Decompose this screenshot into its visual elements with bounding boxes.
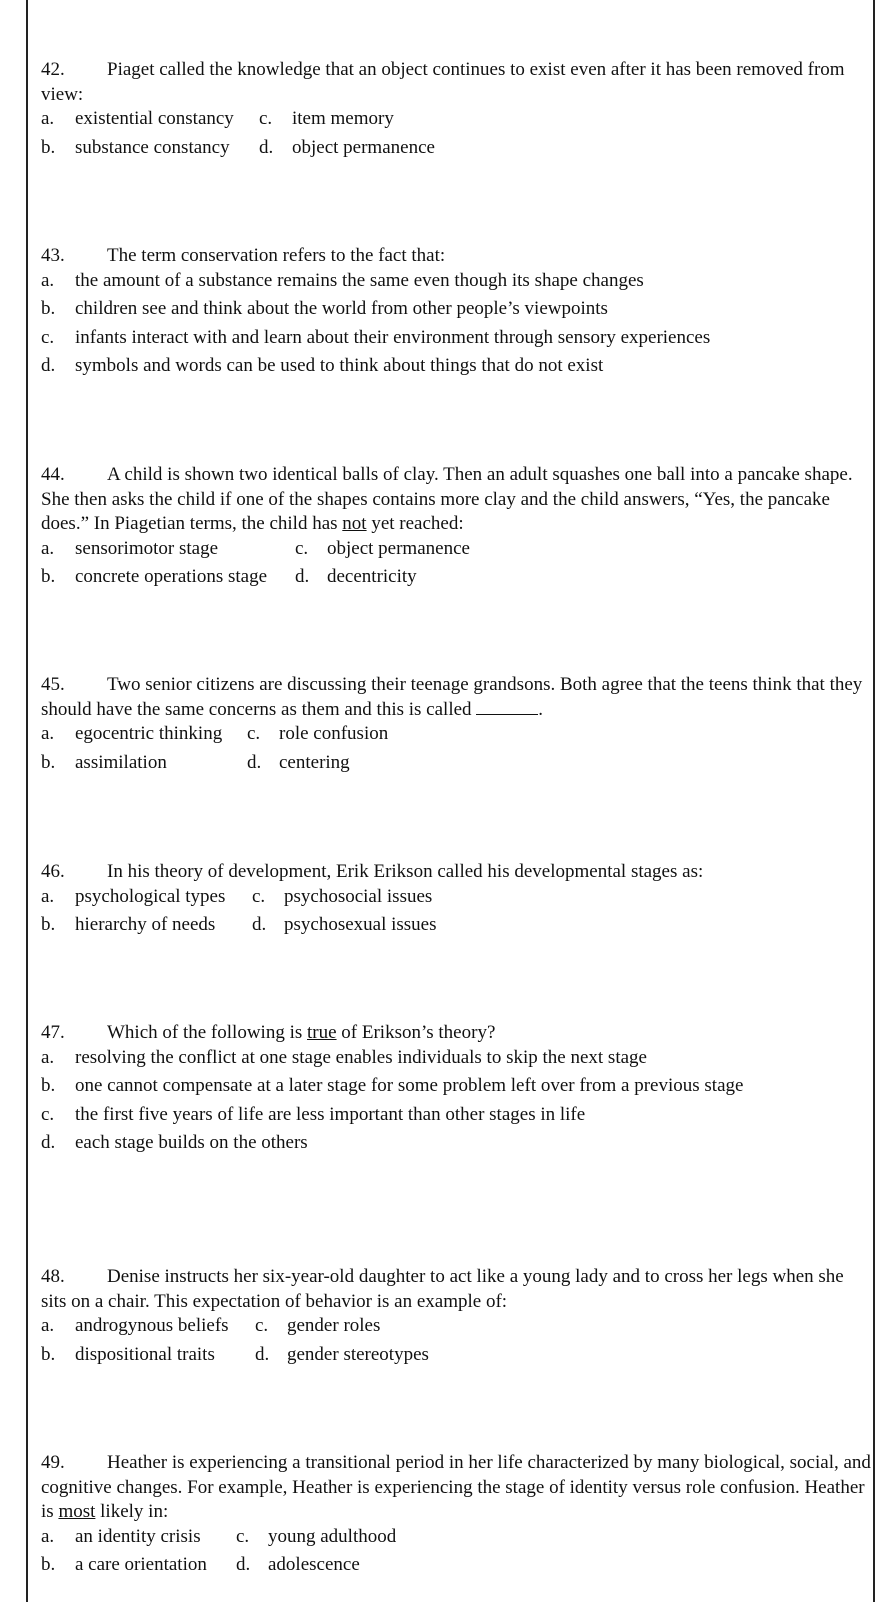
option-row: a. the amount of a substance remains the same even though its shape changes: [41, 269, 644, 291]
option-b: dispositional traits: [75, 1343, 215, 1365]
option-row: a. resolving the conflict at one stage enables individuals to skip the next stage: [41, 1046, 647, 1068]
option-row: b. a care orientation d. adolescence: [41, 1554, 360, 1575]
option-row: a. an identity crisis c. young adulthood: [41, 1525, 397, 1547]
question-stem: 45. Two senior citizens are discussing their teenage grandsons. Both agree that the teens think that they should have the same concerns as them and this is called .: [41, 674, 863, 720]
option-c: young adulthood: [268, 1525, 397, 1547]
option-b: children see and think about the world from other people’s viewpoints: [75, 298, 608, 319]
option-a: sensorimotor stage: [75, 537, 219, 559]
option-row: b. children see and think about the world from other people’s viewpoints: [41, 298, 608, 319]
question-44: [41, 463, 871, 594]
option-c: role confusion: [279, 723, 389, 744]
option-b: one cannot compensate at a later stage for some problem left over from a previous stage: [75, 1075, 744, 1096]
option-row: b. assimilation d. centering: [41, 751, 350, 773]
option-a: androgynous beliefs: [75, 1315, 229, 1336]
answer-blank: [476, 698, 538, 715]
question-number: 46.: [41, 861, 65, 882]
option-row: d. each stage builds on the others: [41, 1132, 308, 1153]
option-c: infants interact with and learn about their environment through sensory experiences: [75, 326, 711, 348]
question-number: 49.: [41, 1452, 65, 1473]
question-43: [41, 244, 871, 383]
question-stem: 46. In his theory of development, Erik Erikson called his developmental stages as:: [41, 860, 871, 885]
option-a: the amount of a substance remains the same even though its shape changes: [75, 269, 644, 291]
option-b: a care orientation: [75, 1554, 207, 1575]
question-number: 47.: [41, 1022, 65, 1043]
question-stem: 43. The term conservation refers to the fact that:: [41, 244, 871, 269]
option-c: psychosocial issues: [284, 885, 433, 907]
option-b: substance constancy: [75, 136, 230, 158]
option-row: b. hierarchy of needs d. psychosexual issues: [41, 914, 437, 935]
option-row: d. symbols and words can be used to think about things that do not exist: [41, 355, 604, 376]
option-row: a. androgynous beliefs c. gender roles: [41, 1315, 381, 1336]
option-row: a. egocentric thinking c. role confusion: [41, 723, 389, 744]
option-row: b. concrete operations stage d. decentricity: [41, 566, 417, 587]
question-42: [41, 58, 871, 164]
option-row: c. infants interact with and learn about their environment through sensory experiences: [41, 326, 711, 348]
option-d: decentricity: [327, 566, 417, 587]
option-c: item memory: [292, 108, 394, 129]
option-row: b. one cannot compensate at a later stage for some problem left over from a previous stage: [41, 1075, 744, 1096]
option-d: centering: [279, 751, 350, 773]
option-d: psychosexual issues: [284, 914, 437, 935]
option-row: a. sensorimotor stage c. object permanence: [41, 537, 470, 559]
question-48: [41, 1265, 871, 1371]
option-row: a. existential constancy c. item memory: [41, 108, 394, 129]
question-number: 44.: [41, 464, 65, 485]
option-b: assimilation: [75, 751, 167, 773]
question-stem: 49. Heather is experiencing a transitional period in her life characterized by many biological, social, and cognitive changes. For example, Heather is experiencing the stage of identity versus role confusion. Heather is most likely in:: [41, 1452, 871, 1522]
question-46: [41, 860, 871, 942]
option-b: concrete operations stage: [75, 566, 268, 587]
option-d: adolescence: [268, 1554, 360, 1575]
question-47: [41, 1021, 871, 1160]
option-a: resolving the conflict at one stage enables individuals to skip the next stage: [75, 1046, 647, 1068]
question-number: 42.: [41, 59, 65, 80]
option-c: object permanence: [327, 537, 470, 559]
option-a: existential constancy: [75, 108, 234, 129]
option-c: the first five years of life are less important than other stages in life: [75, 1103, 586, 1125]
question-stem: 42. Piaget called the knowledge that an object continues to exist even after it has been removed from view:: [41, 59, 845, 105]
option-c: gender roles: [287, 1315, 381, 1336]
option-a: egocentric thinking: [75, 723, 223, 744]
question-stem: 44. A child is shown two identical balls of clay. Then an adult squashes one ball into a pancake shape. She then asks the child if one of the shapes contains more clay and the child answers, “Yes, the pancake does.” In Piagetian terms, the child has not yet reached:: [41, 464, 853, 534]
option-d: gender stereotypes: [287, 1343, 429, 1365]
option-row: a. psychological types c. psychosocial issues: [41, 885, 433, 907]
option-d: symbols and words can be used to think about things that do not exist: [75, 355, 604, 376]
option-row: c. the first five years of life are less important than other stages in life: [41, 1103, 586, 1125]
option-b: hierarchy of needs: [75, 914, 216, 935]
question-number: 48.: [41, 1266, 65, 1287]
option-a: psychological types: [75, 885, 226, 907]
question-stem: 47. Which of the following is true of Erikson’s theory?: [41, 1021, 871, 1046]
question-stem: 48. Denise instructs her six-year-old daughter to act like a young lady and to cross her legs when she sits on a chair. This expectation of behavior is an example of:: [41, 1266, 844, 1312]
option-row: b. dispositional traits d. gender stereotypes: [41, 1343, 429, 1365]
option-row: b. substance constancy d. object permanence: [41, 136, 435, 158]
question-number: 45.: [41, 674, 65, 695]
option-a: an identity crisis: [75, 1525, 201, 1547]
option-d: each stage builds on the others: [75, 1132, 308, 1153]
option-d: object permanence: [292, 136, 435, 158]
question-45: [41, 673, 871, 779]
question-49: [41, 1451, 871, 1582]
question-number: 43.: [41, 245, 65, 266]
